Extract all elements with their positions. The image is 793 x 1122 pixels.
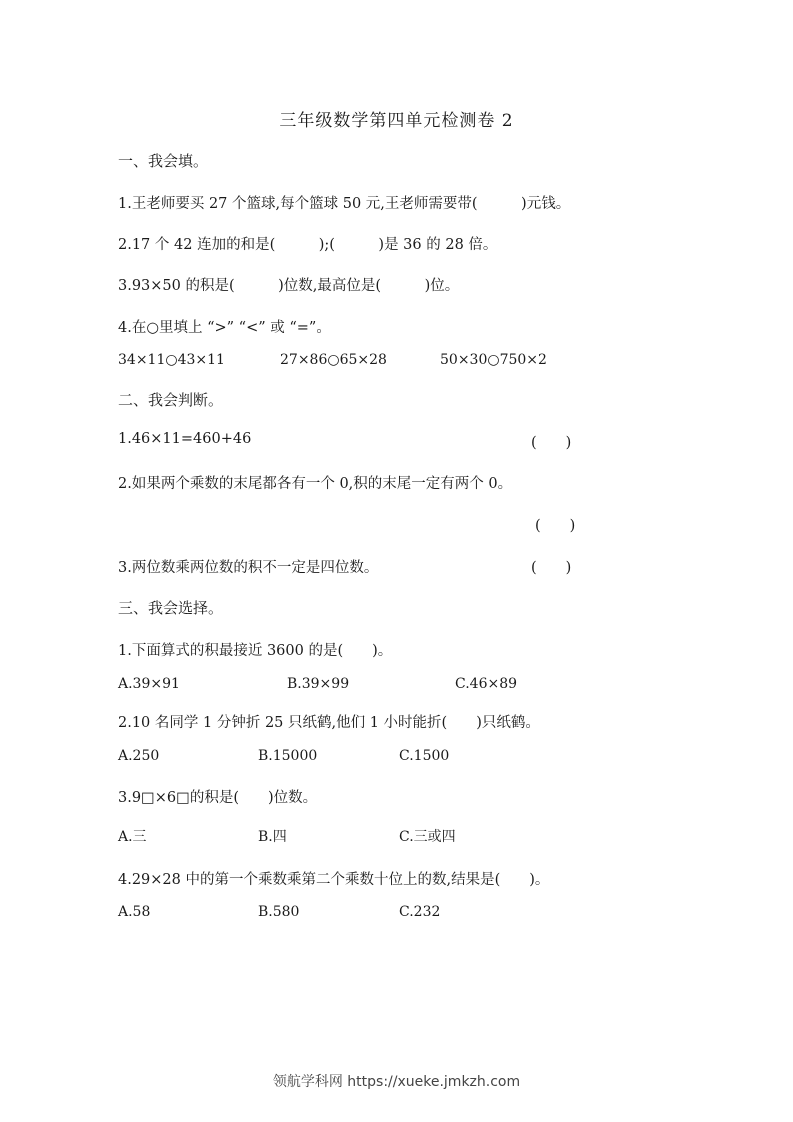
section-2-heading: 二、我会判断。 [118, 391, 224, 409]
judge-question-2: 2.如果两个乘数的末尾都各有一个 0,积的末尾一定有两个 0。 [118, 476, 513, 492]
section-3-heading: 三、我会选择。 [118, 599, 224, 617]
comparison-item-3: 50×30○750×2 [440, 352, 547, 368]
choice-option-4a: A.58 [118, 904, 151, 920]
choice-option-3b: B.四 [258, 829, 287, 845]
choice-option-3c: C.三或四 [399, 829, 456, 845]
question-1-1: 1.王老师要买 27 个篮球,每个篮球 50 元,王老师需要带( )元钱。 [118, 196, 571, 212]
choice-question-4: 4.29×28 中的第一个乘数乘第二个乘数十位上的数,结果是( )。 [118, 872, 550, 888]
judge-answer-paren-3: ( ) [531, 560, 572, 576]
choice-option-4b: B.580 [258, 904, 300, 920]
page-title: 三年级数学第四单元检测卷 2 [279, 111, 514, 131]
comparison-item-2: 27×86○65×28 [280, 352, 387, 368]
choice-option-2a: A.250 [118, 748, 160, 764]
judge-question-3: 3.两位数乘两位数的积不一定是四位数。 [118, 560, 379, 576]
judge-answer-paren-2: ( ) [535, 518, 576, 534]
choice-option-1b: B.39×99 [287, 676, 350, 692]
judge-answer-paren-1: ( ) [531, 435, 572, 451]
choice-option-1c: C.46×89 [455, 676, 518, 692]
question-1-2: 2.17 个 42 连加的和是( );( )是 36 的 28 倍。 [118, 237, 498, 253]
choice-question-3: 3.9□×6□的积是( )位数。 [118, 790, 318, 806]
choice-question-1: 1.下面算式的积最接近 3600 的是( )。 [118, 643, 393, 659]
comparison-item-1: 34×11○43×11 [118, 352, 225, 368]
choice-option-2b: B.15000 [258, 748, 318, 764]
judge-question-1: 1.46×11=460+46 [118, 431, 252, 447]
question-1-3: 3.93×50 的积是( )位数,最高位是( )位。 [118, 278, 460, 294]
question-1-4: 4.在○里填上 “>” “<” 或 “=”。 [118, 320, 331, 336]
choice-option-4c: C.232 [399, 904, 441, 920]
section-1-heading: 一、我会填。 [118, 152, 209, 170]
choice-option-3a: A.三 [118, 829, 147, 845]
choice-question-2: 2.10 名同学 1 分钟折 25 只纸鹤,他们 1 小时能折( )只纸鹤。 [118, 715, 540, 731]
choice-option-2c: C.1500 [399, 748, 450, 764]
footer-watermark: 领航学科网 https://xueke.jmkzh.com [272, 1074, 521, 1090]
choice-option-1a: A.39×91 [118, 676, 180, 692]
